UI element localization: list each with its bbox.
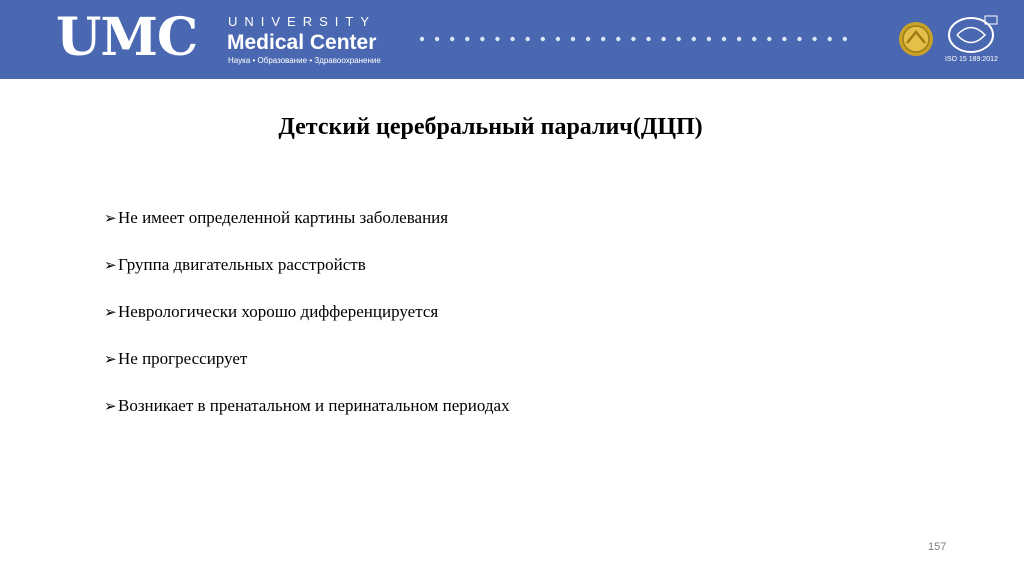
arrow-bullet-icon: ➢ [104,209,117,227]
bullet-text: Не имеет определенной картины заболевания [118,208,449,227]
bullet-text: Группа двигательных расстройств [118,255,366,274]
header-banner [0,0,1024,79]
bullet-item [104,205,510,252]
bullet-text: Неврологически хорошо дифференцируется [118,302,439,321]
arrow-bullet-icon: ➢ [104,350,117,368]
arrow-bullet-icon: ➢ [104,303,117,321]
gold-seal-icon [898,21,934,57]
slide-title: Детский церебральный паралич(ДЦП) [278,114,703,140]
bullet-item [104,252,510,299]
bullet-text: Возникает в пренатальном и перинатальном периодах [118,396,510,415]
page-number: 157 [928,541,947,553]
dotted-divider [418,34,850,44]
iso-certification-text: ISO 15 189:2012 [945,56,998,63]
bullet-list [104,205,510,440]
logo-tagline: Наука • Образование • Здравоохранение [228,56,381,65]
bullet-item [104,346,510,393]
esyd-logo-icon [947,14,999,54]
logo-medical-center-text: Medical Center [227,31,377,54]
bullet-text: Не прогрессирует [118,349,248,368]
arrow-bullet-icon: ➢ [104,256,117,274]
umc-logo: UMC [56,7,198,68]
logo-university-text: UNIVERSITY [228,14,377,29]
bullet-item [104,393,510,440]
arrow-bullet-icon: ➢ [104,397,117,415]
bullet-item [104,299,510,346]
